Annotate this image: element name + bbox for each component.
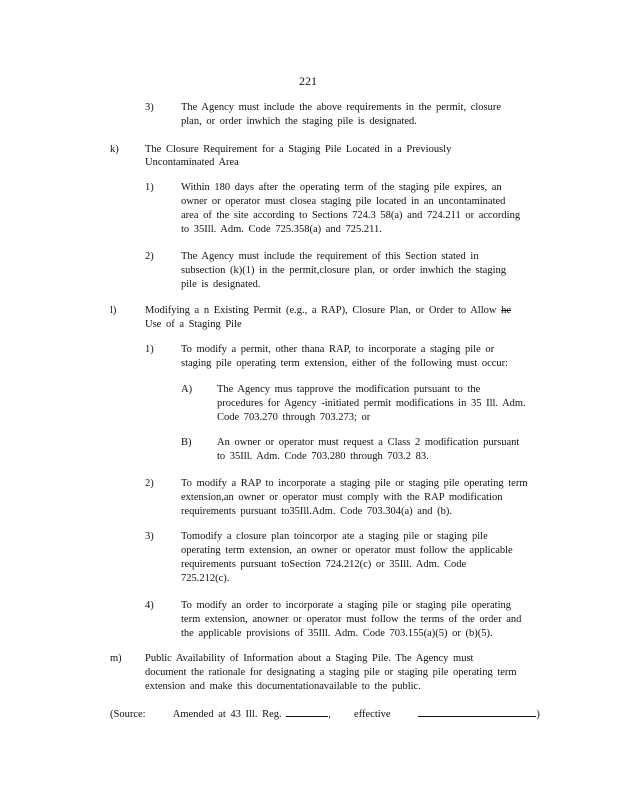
l-item-3-line-1: Tomodify a closure plan toincorpor ate a staging pile or staging pile [181, 531, 488, 542]
register-blank [286, 705, 328, 717]
item-3-number: 3) [145, 102, 154, 113]
l-item-3-line-3: requirements pursuant toSection 724.212(c) or 35Ill. Adm. Code [181, 559, 467, 570]
source-close: ) [536, 709, 540, 720]
l-item-1-subitem-b-letter: B) [181, 437, 192, 448]
source-effective: effective [354, 709, 391, 720]
l-item-1-subitem-a-letter: A) [181, 384, 193, 395]
item-3-line-1: The Agency must include the above requirements in the permit, closure [181, 102, 502, 113]
source-note: (Source: Amended at 43 Ill. Reg. , effective ) [110, 705, 540, 722]
section-m-letter: m) [110, 653, 122, 664]
page-number: 221 [299, 74, 317, 88]
section-l-title-line-1 [145, 304, 511, 318]
l-item-4-line-1: To modify an order to incorporate a staging pile or staging pile operating [181, 600, 512, 611]
k-item-2-line-2: subsection (k)(1) in the permit,closure plan, or order inwhich the staging [181, 265, 507, 276]
section-k-letter: k) [110, 144, 119, 155]
item-3-line-2: plan, or order inwhich the staging pile is designated. [181, 116, 417, 127]
l-item-4-line-2: term extension, anowner or operator must follow the terms of the order and [181, 614, 522, 625]
l-item-1-line-1: To modify a permit, other thana RAP, to incorporate a staging pile or [181, 344, 495, 355]
l-item-1-subitem-b-line-2: to 35Ill. Adm. Code 703.280 through 703.2 83. [217, 451, 429, 462]
l-item-1-subitem-a-line-3: Code 703.270 through 703.273; or [217, 412, 371, 423]
l-item-1-subitem-a-line-1: The Agency mus tapprove the modification pursuant to the [217, 384, 481, 395]
k-item-1-number: 1) [145, 182, 154, 193]
l-item-1-subitem-a-line-2: procedures for Agency -initiated permit modifications in 35 Ill. Adm. [217, 398, 526, 409]
l-item-4-number: 4) [145, 600, 154, 611]
k-item-2-line-1: The Agency must include the requirement of this Section stated in [181, 251, 479, 262]
l-item-3-number: 3) [145, 531, 154, 542]
section-k-title-line-2: Uncontaminated Area [145, 157, 239, 168]
l-item-3-line-4: 725.212(c). [181, 573, 230, 584]
l-item-1-number: 1) [145, 344, 154, 355]
source-amended: Amended at 43 Ill. Reg. [172, 709, 282, 720]
section-k-title-line-1: The Closure Requirement for a Staging Pile Located in a Previously [145, 144, 452, 155]
k-item-2-number: 2) [145, 251, 154, 262]
l-item-2-line-3: requirements pursuant to35Ill.Adm. Code 703.304(a) and (b). [181, 506, 452, 517]
k-item-2-line-3: pile is designated. [181, 279, 261, 290]
l-item-4-line-3: the applicable provisions of 35Ill. Adm. Code 703.155(a)(5) or (b)(5). [181, 628, 493, 639]
l-item-1-line-2: staging pile operating term extension, either of the following must occur: [181, 358, 509, 369]
effective-date-blank [418, 705, 536, 717]
k-item-1-line-4: to 35Ill. Adm. Code 725.358(a) and 725.211. [181, 224, 382, 235]
l-item-2-line-2: extension,an owner or operator must comply with the RAP modification [181, 492, 503, 503]
source-prefix: (Source: [110, 709, 146, 720]
l-item-3-line-2: operating term extension, an owner or operator must follow the applicable [181, 545, 513, 556]
l-item-2-number: 2) [145, 478, 154, 489]
section-m-line-2: document the rationale for designating a staging pile or staging pile operating term [145, 667, 517, 678]
l-item-2-line-1: To modify a RAP to incorporate a staging pile or staging pile operating term [181, 478, 528, 489]
section-m-line-3: extension and make this documentationavailable to the public. [145, 681, 421, 692]
l-item-1-subitem-b-line-1: An owner or operator must request a Class 2 modification pursuant [217, 437, 520, 448]
k-item-1-line-2: owner or operator must closea staging pile located in an uncontaminated [181, 196, 506, 207]
struck-word: he [501, 305, 512, 316]
section-l-title-line-2: Use of a Staging Pile [145, 319, 242, 330]
k-item-1-line-3: area of the site according to Sections 724.3 58(a) and 724.211 or according [181, 210, 521, 221]
k-item-1-line-1: Within 180 days after the operating term of the staging pile expires, an [181, 182, 502, 193]
section-m-line-1: Public Availability of Information about a Staging Pile. The Agency must [145, 653, 474, 664]
section-l-letter: l) [110, 305, 117, 316]
section-l-title-text: Modifying a n Existing Permit (e.g., a RAP), Closure Plan, or Order to Allow [145, 305, 502, 316]
